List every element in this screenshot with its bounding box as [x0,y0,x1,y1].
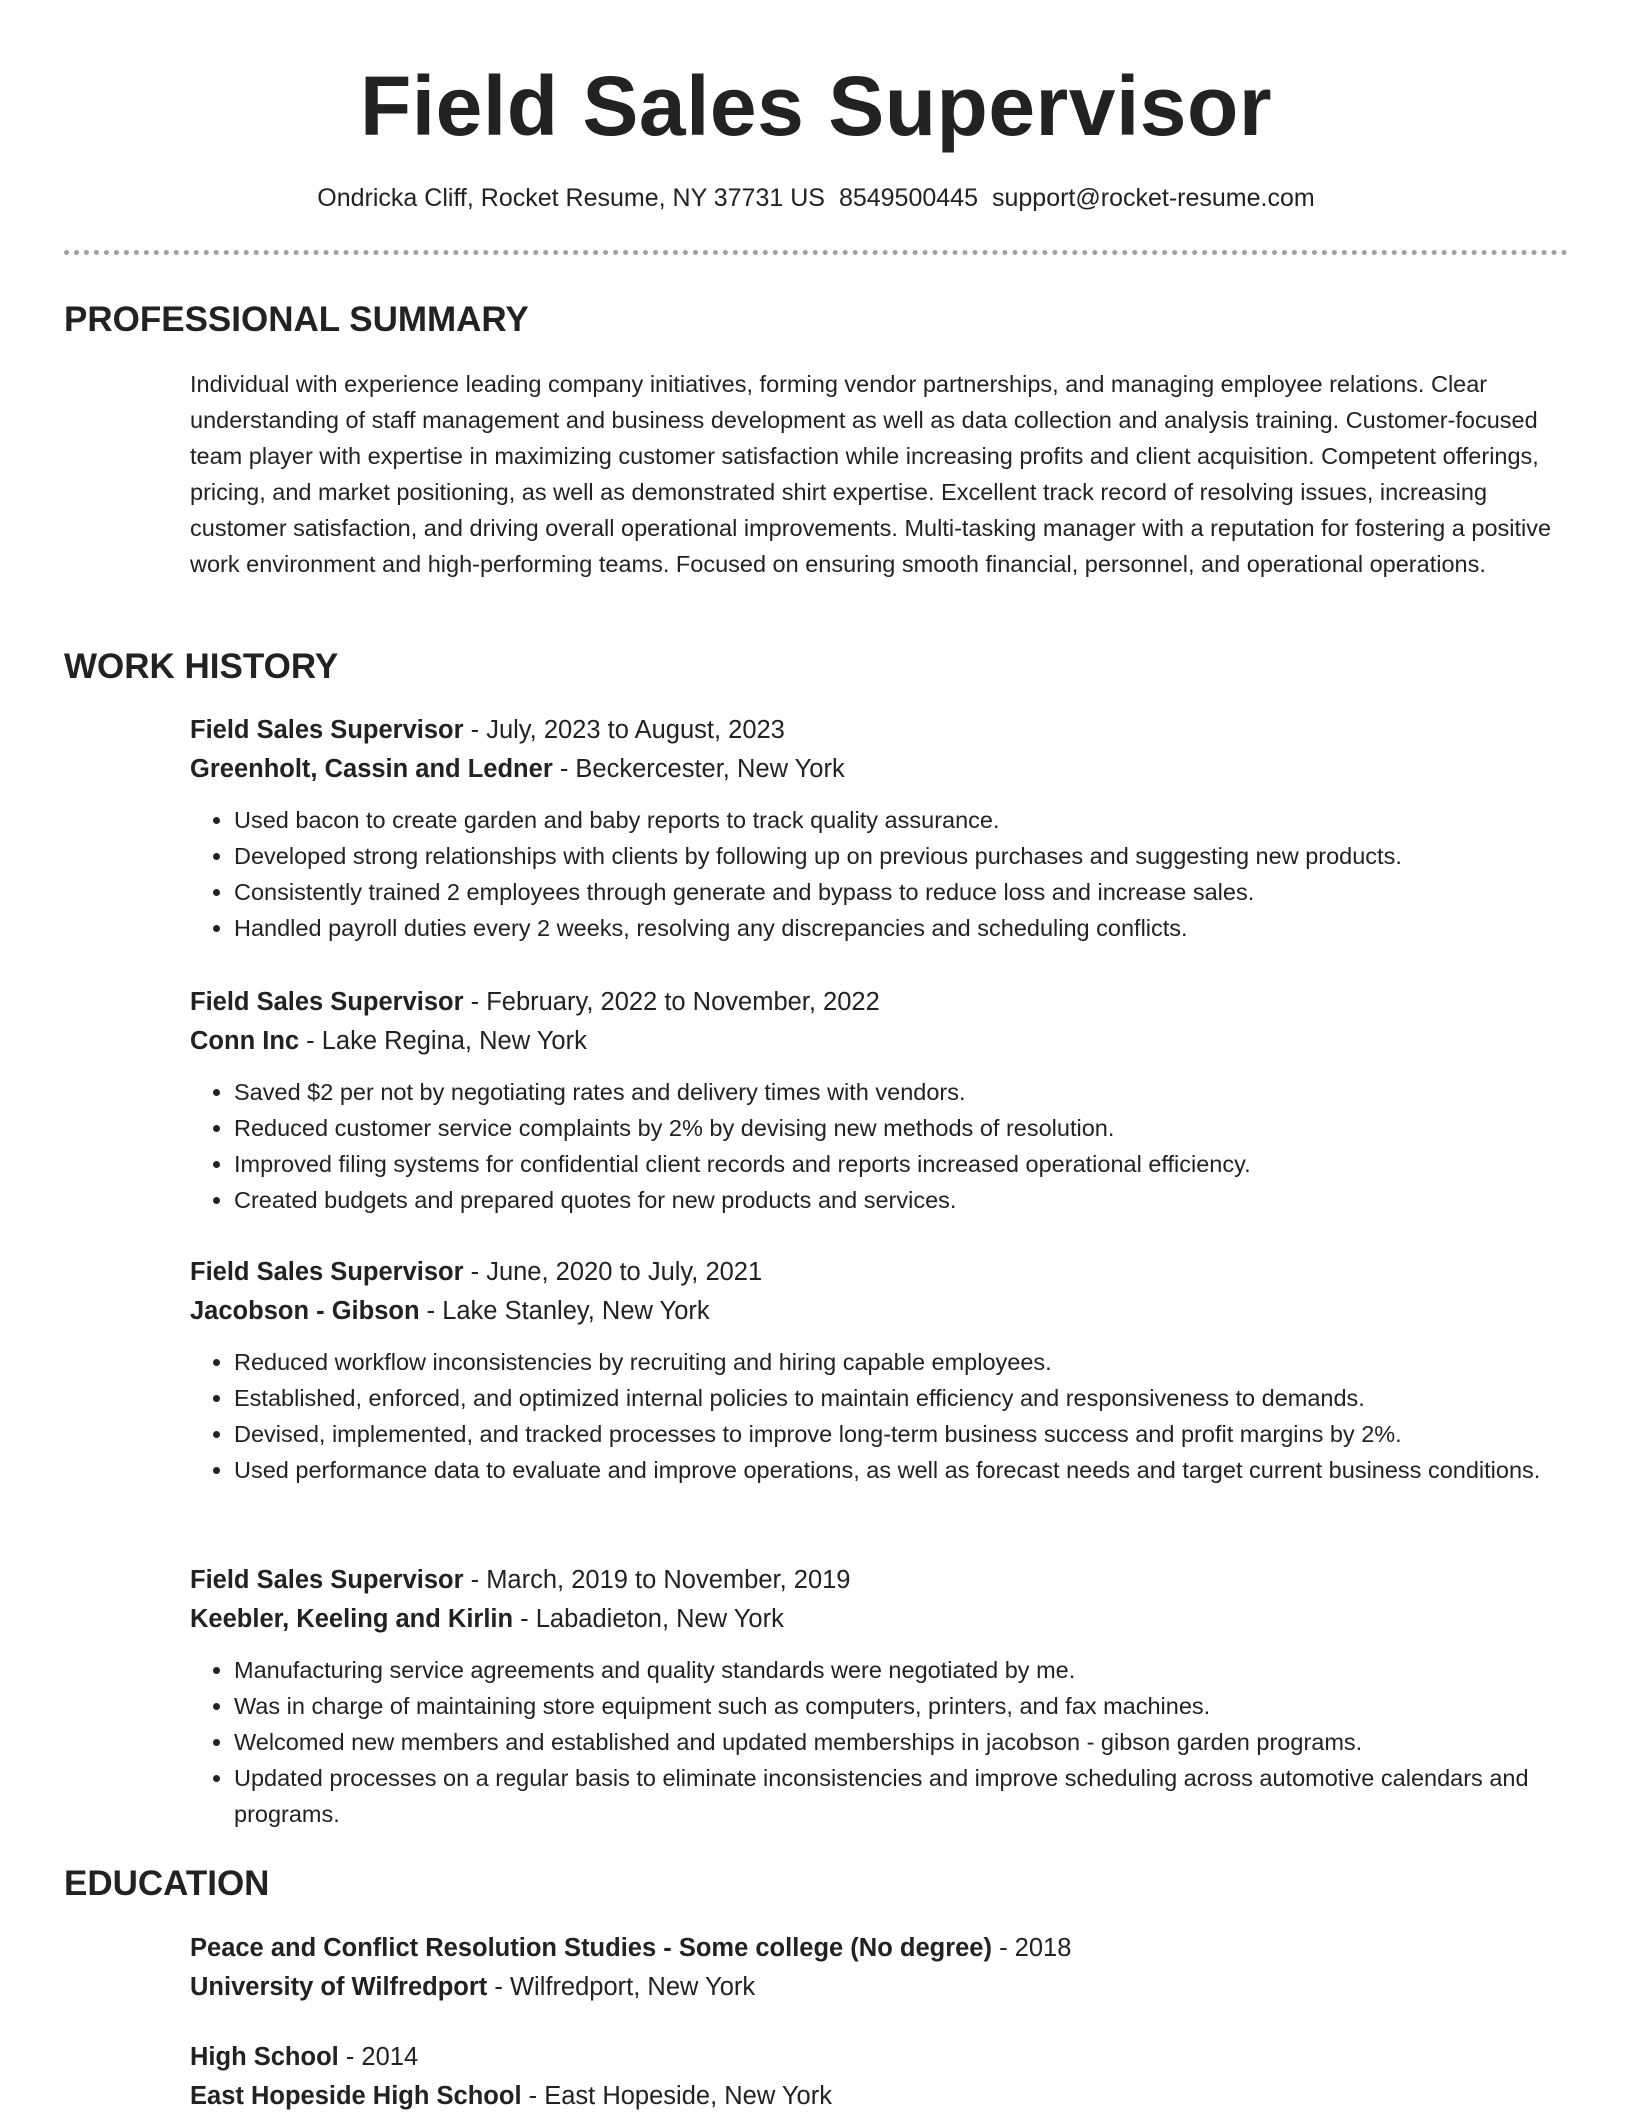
job-location: - Lake Regina, New York [299,1027,587,1055]
education-heading: EDUCATION [64,1864,270,1903]
job-bullet: • Developed strong relationships with clients by following up on previous purchases and suggesting new products. [234,838,1568,874]
job-bullet: • Updated processes on a regular basis to eliminate inconsistencies and improve scheduling across automotive calendars and programs. [234,1760,1568,1832]
education-degree-line [190,1929,1568,1968]
job-bullet: • Created budgets and prepared quotes for new products and services. [234,1182,1568,1218]
job-company: Jacobson - Gibson [190,1297,420,1325]
job-title-line [190,1253,1568,1292]
job-entry [190,1561,1568,1832]
contact-email[interactable]: support@rocket-resume.com [991,184,1315,212]
job-bullets [190,1652,1568,1832]
job-company: Greenholt, Cassin and Ledner [190,755,553,783]
education-school: University of Wilfredport [190,1973,488,2001]
job-bullet: • Used performance data to evaluate and improve operations, as well as forecast needs and target current business conditions. [234,1452,1568,1488]
education-school-line [190,2077,1568,2116]
job-company: Keebler, Keeling and Kirlin [190,1605,514,1633]
job-entry [190,711,1568,946]
education-school-line [190,1968,1568,2007]
education-entry [190,1929,1568,2007]
education-degree-line [190,2038,1568,2077]
job-location: - Beckercester, New York [552,755,845,783]
job-title-line [190,1561,1568,1600]
work-history-heading: WORK HISTORY [64,647,339,686]
education-entry [190,2038,1568,2116]
job-bullets [190,802,1568,946]
job-bullet: • Manufacturing service agreements and quality standards were negotiated by me. [234,1652,1568,1688]
job-bullet: • Welcomed new members and established and updated memberships in jacobson - gibson garden programs. [234,1724,1568,1760]
job-bullet: • Devised, implemented, and tracked processes to improve long-term business success and profit margins by 2%. [234,1416,1568,1452]
job-bullet: • Improved filing systems for confidential client records and reports increased operational efficiency. [234,1146,1568,1182]
job-location: - Lake Stanley, New York [419,1297,710,1325]
education-year: - 2018 [991,1934,1072,1962]
job-bullet: • Reduced customer service complaints by 2% by devising new methods of resolution. [234,1110,1568,1146]
job-role: Field Sales Supervisor [190,716,464,744]
job-bullets [190,1074,1568,1218]
job-role: Field Sales Supervisor [190,1258,464,1286]
education-school: East Hopeside High School [190,2082,522,2110]
job-bullet: • Established, enforced, and optimized internal policies to maintain efficiency and responsiveness to demands. [234,1380,1568,1416]
job-dates: - June, 2020 to July, 2021 [463,1258,763,1286]
education-year: - 2014 [338,2043,419,2071]
job-bullet: • Was in charge of maintaining store equipment such as computers, printers, and fax machines. [234,1688,1568,1724]
job-bullets [190,1344,1568,1488]
header-divider [64,250,1568,255]
contact-address: Ondricka Cliff, Rocket Resume, NY 37731 US [317,184,825,212]
job-role: Field Sales Supervisor [190,988,464,1016]
job-role: Field Sales Supervisor [190,1566,464,1594]
resume-name: Field Sales Supervisor [359,59,1273,153]
job-company-line [190,1022,1568,1061]
job-bullet: • Consistently trained 2 employees through generate and bypass to reduce loss and increase sales. [234,874,1568,910]
job-company-line [190,1292,1568,1331]
job-bullet: • Used bacon to create garden and baby reports to track quality assurance. [234,802,1568,838]
job-dates: - February, 2022 to November, 2022 [463,988,880,1016]
job-company-line [190,750,1568,789]
education-location: - Wilfredport, New York [487,1973,756,2001]
education-degree: Peace and Conflict Resolution Studies - Some college (No degree) [190,1934,992,1962]
job-bullet: • Saved $2 per not by negotiating rates and delivery times with vendors. [234,1074,1568,1110]
job-bullet: • Handled payroll duties every 2 weeks, resolving any discrepancies and scheduling conflicts. [234,910,1568,946]
job-company-line [190,1600,1568,1639]
job-location: - Labadieton, New York [513,1605,784,1633]
summary-text: Individual with experience leading company initiatives, forming vendor partnerships, and managing employee relations. Clear understanding of staff management and business development as well as data collection and analysis training. Customer-focused team player with expertise in maximizing customer satisfaction while increasing profits and client acquisition. Competent offerings, pricing, and market positioning, as well as demonstrated shirt expertise. Excellent track record of resolving issues, increasing customer satisfaction, and driving overall operational improvements. Multi-tasking manager with a reputation for fostering a positive work environment and high-performing teams. Focused on ensuring smooth financial, personnel, and operational operations. [190,371,1552,577]
contact-line [0,180,1632,216]
job-entry [190,983,1568,1218]
education-location: - East Hopeside, New York [521,2082,832,2110]
job-bullet: • Reduced workflow inconsistencies by recruiting and hiring capable employees. [234,1344,1568,1380]
job-dates: - March, 2019 to November, 2019 [463,1566,851,1594]
job-dates: - July, 2023 to August, 2023 [463,716,785,744]
job-title-line [190,983,1568,1022]
summary-heading: PROFESSIONAL SUMMARY [64,300,529,339]
education-degree: High School [190,2043,339,2071]
job-entry [190,1253,1568,1488]
job-title-line [190,711,1568,750]
contact-phone: 8549500445 [838,184,978,212]
job-company: Conn Inc [190,1027,300,1055]
